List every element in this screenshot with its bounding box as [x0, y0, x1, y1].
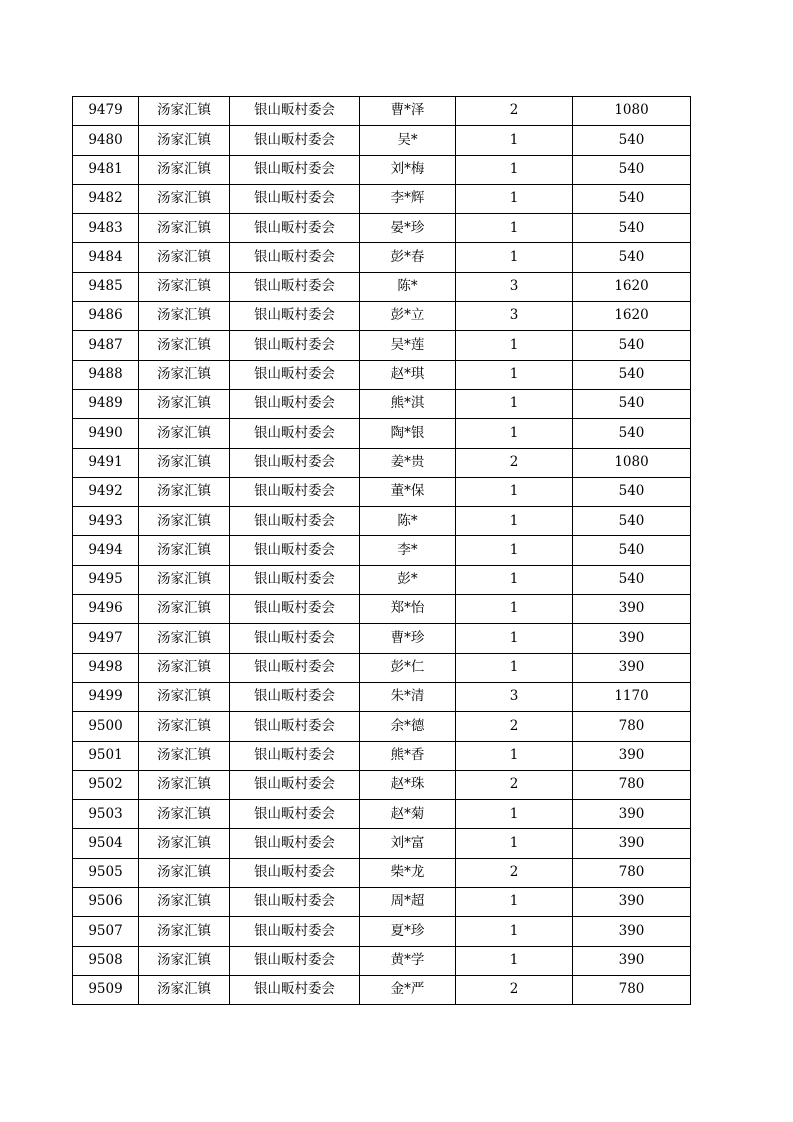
name-cell: 彭*春	[360, 243, 456, 272]
count-cell: 1	[456, 243, 573, 272]
table-row	[73, 888, 691, 917]
village-cell: 银山畈村委会	[230, 565, 360, 594]
name-cell: 赵*珠	[360, 770, 456, 799]
village-cell: 银山畈村委会	[230, 653, 360, 682]
row-id-cell: 9497	[73, 624, 139, 653]
amount-cell: 540	[573, 360, 691, 389]
town-cell: 汤家汇镇	[139, 360, 230, 389]
village-cell: 银山畈村委会	[230, 712, 360, 741]
table-row	[73, 507, 691, 536]
table-row	[73, 243, 691, 272]
village-cell: 银山畈村委会	[230, 360, 360, 389]
table-row	[73, 946, 691, 975]
name-cell: 周*超	[360, 888, 456, 917]
count-cell: 2	[456, 858, 573, 887]
town-cell: 汤家汇镇	[139, 331, 230, 360]
table-row	[73, 448, 691, 477]
village-cell: 银山畈村委会	[230, 536, 360, 565]
town-cell: 汤家汇镇	[139, 741, 230, 770]
amount-cell: 540	[573, 419, 691, 448]
row-id-cell: 9481	[73, 155, 139, 184]
village-cell: 银山畈村委会	[230, 331, 360, 360]
name-cell: 刘*富	[360, 829, 456, 858]
table-row	[73, 770, 691, 799]
count-cell: 1	[456, 419, 573, 448]
village-cell: 银山畈村委会	[230, 419, 360, 448]
village-cell: 银山畈村委会	[230, 682, 360, 711]
name-cell: 黄*学	[360, 946, 456, 975]
village-cell: 银山畈村委会	[230, 477, 360, 506]
name-cell: 熊*淇	[360, 389, 456, 418]
amount-cell: 540	[573, 565, 691, 594]
amount-cell: 540	[573, 477, 691, 506]
amount-cell: 540	[573, 243, 691, 272]
count-cell: 2	[456, 448, 573, 477]
row-id-cell: 9489	[73, 389, 139, 418]
amount-cell: 540	[573, 126, 691, 155]
row-id-cell: 9501	[73, 741, 139, 770]
amount-cell: 540	[573, 214, 691, 243]
town-cell: 汤家汇镇	[139, 272, 230, 301]
village-cell: 银山畈村委会	[230, 595, 360, 624]
row-id-cell: 9490	[73, 419, 139, 448]
row-id-cell: 9496	[73, 595, 139, 624]
village-cell: 银山畈村委会	[230, 448, 360, 477]
amount-cell: 1620	[573, 272, 691, 301]
table-row	[73, 975, 691, 1004]
table-row	[73, 155, 691, 184]
name-cell: 陈*	[360, 507, 456, 536]
row-id-cell: 9500	[73, 712, 139, 741]
town-cell: 汤家汇镇	[139, 184, 230, 213]
village-cell: 银山畈村委会	[230, 741, 360, 770]
town-cell: 汤家汇镇	[139, 829, 230, 858]
village-cell: 银山畈村委会	[230, 829, 360, 858]
row-id-cell: 9509	[73, 975, 139, 1004]
count-cell: 1	[456, 477, 573, 506]
amount-cell: 390	[573, 595, 691, 624]
amount-cell: 540	[573, 331, 691, 360]
row-id-cell: 9505	[73, 858, 139, 887]
table-row	[73, 741, 691, 770]
amount-cell: 780	[573, 975, 691, 1004]
name-cell: 柴*龙	[360, 858, 456, 887]
village-cell: 银山畈村委会	[230, 155, 360, 184]
count-cell: 1	[456, 624, 573, 653]
count-cell: 1	[456, 126, 573, 155]
village-cell: 银山畈村委会	[230, 214, 360, 243]
count-cell: 1	[456, 214, 573, 243]
count-cell: 1	[456, 536, 573, 565]
row-id-cell: 9493	[73, 507, 139, 536]
table-row	[73, 126, 691, 155]
count-cell: 1	[456, 565, 573, 594]
amount-cell: 390	[573, 624, 691, 653]
amount-cell: 1080	[573, 97, 691, 126]
count-cell: 2	[456, 712, 573, 741]
row-id-cell: 9483	[73, 214, 139, 243]
name-cell: 朱*清	[360, 682, 456, 711]
village-cell: 银山畈村委会	[230, 272, 360, 301]
row-id-cell: 9503	[73, 800, 139, 829]
table-row	[73, 917, 691, 946]
name-cell: 晏*珍	[360, 214, 456, 243]
row-id-cell: 9491	[73, 448, 139, 477]
count-cell: 1	[456, 507, 573, 536]
row-id-cell: 9488	[73, 360, 139, 389]
table-row	[73, 360, 691, 389]
name-cell: 熊*香	[360, 741, 456, 770]
village-cell: 银山畈村委会	[230, 302, 360, 331]
table-row	[73, 389, 691, 418]
count-cell: 1	[456, 653, 573, 682]
row-id-cell: 9492	[73, 477, 139, 506]
count-cell: 1	[456, 389, 573, 418]
row-id-cell: 9499	[73, 682, 139, 711]
row-id-cell: 9482	[73, 184, 139, 213]
table-row	[73, 419, 691, 448]
table-row	[73, 302, 691, 331]
town-cell: 汤家汇镇	[139, 126, 230, 155]
town-cell: 汤家汇镇	[139, 389, 230, 418]
village-cell: 银山畈村委会	[230, 184, 360, 213]
name-cell: 余*德	[360, 712, 456, 741]
town-cell: 汤家汇镇	[139, 858, 230, 887]
amount-cell: 1620	[573, 302, 691, 331]
amount-cell: 540	[573, 389, 691, 418]
amount-cell: 390	[573, 800, 691, 829]
town-cell: 汤家汇镇	[139, 243, 230, 272]
amount-cell: 540	[573, 536, 691, 565]
table-row	[73, 331, 691, 360]
name-cell: 赵*菊	[360, 800, 456, 829]
town-cell: 汤家汇镇	[139, 302, 230, 331]
amount-cell: 390	[573, 829, 691, 858]
amount-cell: 1080	[573, 448, 691, 477]
row-id-cell: 9486	[73, 302, 139, 331]
table-row	[73, 272, 691, 301]
amount-cell: 540	[573, 184, 691, 213]
village-cell: 银山畈村委会	[230, 800, 360, 829]
village-cell: 银山畈村委会	[230, 770, 360, 799]
town-cell: 汤家汇镇	[139, 448, 230, 477]
count-cell: 1	[456, 888, 573, 917]
amount-cell: 390	[573, 946, 691, 975]
count-cell: 1	[456, 946, 573, 975]
town-cell: 汤家汇镇	[139, 214, 230, 243]
village-cell: 银山畈村委会	[230, 389, 360, 418]
name-cell: 彭*立	[360, 302, 456, 331]
count-cell: 3	[456, 682, 573, 711]
row-id-cell: 9480	[73, 126, 139, 155]
row-id-cell: 9487	[73, 331, 139, 360]
table-row	[73, 653, 691, 682]
row-id-cell: 9495	[73, 565, 139, 594]
name-cell: 金*严	[360, 975, 456, 1004]
village-cell: 银山畈村委会	[230, 975, 360, 1004]
village-cell: 银山畈村委会	[230, 946, 360, 975]
town-cell: 汤家汇镇	[139, 97, 230, 126]
table-row	[73, 682, 691, 711]
name-cell: 曹*泽	[360, 97, 456, 126]
village-cell: 银山畈村委会	[230, 858, 360, 887]
amount-cell: 780	[573, 712, 691, 741]
town-cell: 汤家汇镇	[139, 888, 230, 917]
row-id-cell: 9485	[73, 272, 139, 301]
row-id-cell: 9494	[73, 536, 139, 565]
town-cell: 汤家汇镇	[139, 419, 230, 448]
table-row	[73, 536, 691, 565]
name-cell: 董*保	[360, 477, 456, 506]
count-cell: 3	[456, 272, 573, 301]
table-row	[73, 624, 691, 653]
row-id-cell: 9502	[73, 770, 139, 799]
amount-cell: 1170	[573, 682, 691, 711]
table-row	[73, 565, 691, 594]
town-cell: 汤家汇镇	[139, 712, 230, 741]
count-cell: 1	[456, 155, 573, 184]
table-row	[73, 800, 691, 829]
village-cell: 银山畈村委会	[230, 243, 360, 272]
village-cell: 银山畈村委会	[230, 97, 360, 126]
name-cell: 曹*珍	[360, 624, 456, 653]
name-cell: 吴*莲	[360, 331, 456, 360]
town-cell: 汤家汇镇	[139, 536, 230, 565]
row-id-cell: 9504	[73, 829, 139, 858]
table-row	[73, 184, 691, 213]
name-cell: 夏*珍	[360, 917, 456, 946]
amount-cell: 540	[573, 507, 691, 536]
town-cell: 汤家汇镇	[139, 595, 230, 624]
name-cell: 郑*怡	[360, 595, 456, 624]
count-cell: 1	[456, 800, 573, 829]
town-cell: 汤家汇镇	[139, 155, 230, 184]
count-cell: 2	[456, 770, 573, 799]
row-id-cell: 9508	[73, 946, 139, 975]
amount-cell: 390	[573, 741, 691, 770]
row-id-cell: 9484	[73, 243, 139, 272]
name-cell: 彭*仁	[360, 653, 456, 682]
count-cell: 1	[456, 184, 573, 213]
amount-cell: 390	[573, 888, 691, 917]
town-cell: 汤家汇镇	[139, 946, 230, 975]
name-cell: 吴*	[360, 126, 456, 155]
count-cell: 1	[456, 360, 573, 389]
table-row	[73, 214, 691, 243]
table-row	[73, 477, 691, 506]
amount-cell: 540	[573, 155, 691, 184]
name-cell: 赵*琪	[360, 360, 456, 389]
count-cell: 2	[456, 97, 573, 126]
name-cell: 陈*	[360, 272, 456, 301]
table-row	[73, 829, 691, 858]
table-row	[73, 97, 691, 126]
row-id-cell: 9479	[73, 97, 139, 126]
amount-cell: 390	[573, 917, 691, 946]
row-id-cell: 9506	[73, 888, 139, 917]
town-cell: 汤家汇镇	[139, 917, 230, 946]
name-cell: 彭*	[360, 565, 456, 594]
records-table-body	[73, 97, 691, 1005]
village-cell: 银山畈村委会	[230, 917, 360, 946]
records-table	[72, 96, 691, 1005]
town-cell: 汤家汇镇	[139, 653, 230, 682]
table-row	[73, 595, 691, 624]
town-cell: 汤家汇镇	[139, 507, 230, 536]
village-cell: 银山畈村委会	[230, 507, 360, 536]
amount-cell: 780	[573, 770, 691, 799]
count-cell: 1	[456, 917, 573, 946]
count-cell: 1	[456, 829, 573, 858]
town-cell: 汤家汇镇	[139, 800, 230, 829]
count-cell: 1	[456, 331, 573, 360]
count-cell: 1	[456, 595, 573, 624]
village-cell: 银山畈村委会	[230, 624, 360, 653]
town-cell: 汤家汇镇	[139, 565, 230, 594]
table-row	[73, 858, 691, 887]
village-cell: 银山畈村委会	[230, 126, 360, 155]
name-cell: 陶*银	[360, 419, 456, 448]
count-cell: 3	[456, 302, 573, 331]
town-cell: 汤家汇镇	[139, 975, 230, 1004]
name-cell: 李*辉	[360, 184, 456, 213]
amount-cell: 390	[573, 653, 691, 682]
name-cell: 李*	[360, 536, 456, 565]
row-id-cell: 9507	[73, 917, 139, 946]
village-cell: 银山畈村委会	[230, 888, 360, 917]
row-id-cell: 9498	[73, 653, 139, 682]
count-cell: 2	[456, 975, 573, 1004]
town-cell: 汤家汇镇	[139, 682, 230, 711]
amount-cell: 780	[573, 858, 691, 887]
town-cell: 汤家汇镇	[139, 477, 230, 506]
table-row	[73, 712, 691, 741]
count-cell: 1	[456, 741, 573, 770]
town-cell: 汤家汇镇	[139, 770, 230, 799]
name-cell: 姜*贵	[360, 448, 456, 477]
town-cell: 汤家汇镇	[139, 624, 230, 653]
name-cell: 刘*梅	[360, 155, 456, 184]
